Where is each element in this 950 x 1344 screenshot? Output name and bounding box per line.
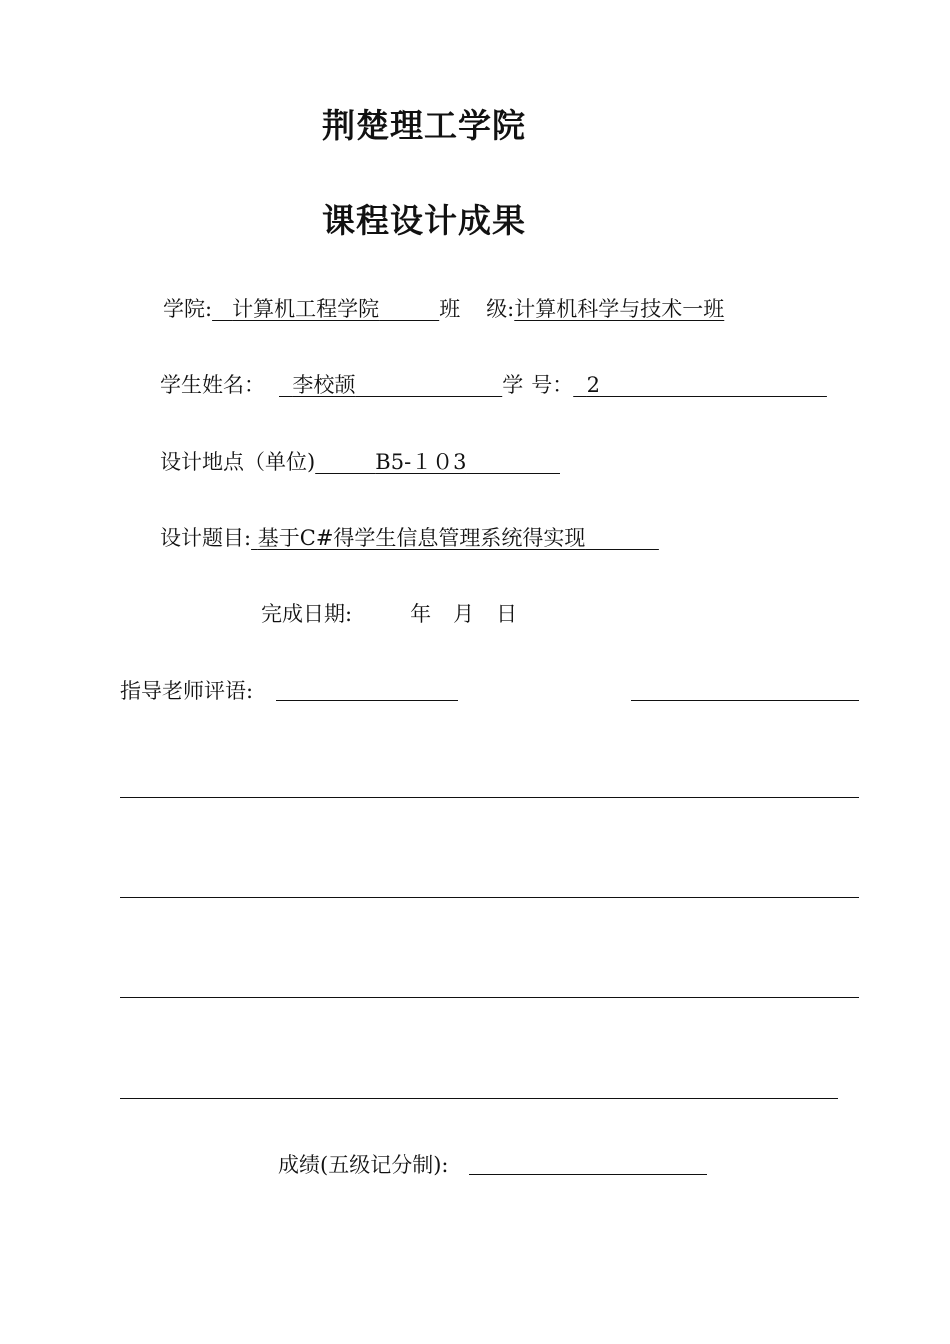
college-class-row (163, 295, 724, 323)
comment-line-2 (120, 897, 859, 898)
month-label: 月 (453, 602, 475, 626)
comment-row (120, 677, 253, 705)
class-value: 计算机科学与技术一班 (514, 297, 725, 321)
comment-label: 指导老师评语: (120, 679, 254, 703)
college-value: 计算机工程学院 (232, 297, 380, 321)
class-label: 班 级: (439, 297, 515, 321)
comment-line-4 (120, 1098, 838, 1099)
topic-label: 设计题目: (160, 526, 252, 550)
grade-row (278, 1151, 448, 1179)
student-name-label: 学生姓名： (160, 373, 265, 397)
location-row (160, 448, 560, 476)
student-id-value: 2 (586, 373, 600, 397)
student-name-value: 李校颉 (292, 373, 356, 397)
student-row (160, 371, 827, 399)
date-row (261, 600, 517, 628)
college-label: 学院: (163, 297, 213, 321)
grade-blank (469, 1174, 707, 1175)
comment-line-1 (120, 797, 859, 798)
location-label: 设计地点（单位) (160, 450, 316, 474)
date-label: 完成日期: (261, 602, 353, 626)
topic-value: 基于C#得学生信息管理系统得实现 (257, 526, 586, 550)
comment-blank-1 (276, 700, 458, 701)
grade-label: 成绩(五级记分制): (278, 1153, 449, 1177)
topic-row (160, 524, 659, 552)
student-id-label: 学 号： (502, 373, 574, 397)
location-value: B5-１０3 (375, 450, 467, 474)
school-name: 荆楚理工学院 (322, 106, 526, 145)
day-label: 日 (496, 602, 518, 626)
document-title: 课程设计成果 (322, 201, 526, 240)
year-label: 年 (410, 602, 432, 626)
comment-line-3 (120, 997, 859, 998)
comment-blank-2 (631, 700, 859, 701)
